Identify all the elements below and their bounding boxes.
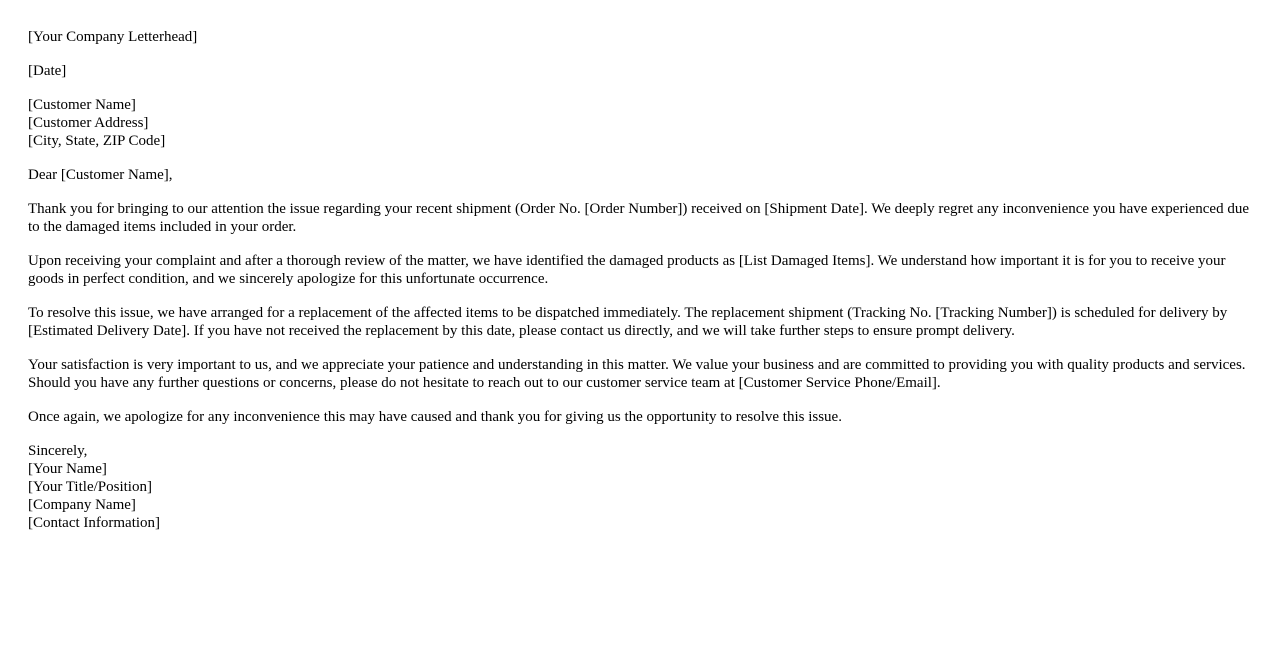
- letterhead: [28, 28, 1250, 46]
- body-paragraph-2: Upon receiving your complaint and after a thorough review of the matter, we have identified the damaged products as [List Damaged Items]. We understand how important it is for you to receive your goods in perfect condition, and we sincerely apologize for this unfortunate occurrence.: [28, 253, 1226, 287]
- salutation-text: Dear [Customer Name],: [28, 167, 173, 183]
- body-paragraph-5: Once again, we apologize for any inconvenience this may have caused and thank you for giving us the opportunity to resolve this issue.: [28, 409, 842, 425]
- letter-document: [28, 28, 1250, 548]
- sender-name: [Your Name]: [28, 461, 107, 477]
- letter-date: [28, 62, 1250, 80]
- date-text: [Date]: [28, 63, 67, 79]
- body-paragraph-4: Your satisfaction is very important to us, and we appreciate your patience and understanding in this matter. We value your business and are committed to providing you with quality products and services. Should you have any further questions or concerns, please do not hesitate to reach out to our customer service team at [Customer Service Phone/Email].: [28, 357, 1246, 391]
- body-paragraph-3: To resolve this issue, we have arranged for a replacement of the affected items to be dispatched immediately. The replacement shipment (Tracking No. [Tracking Number]) is scheduled for delivery by [Estimated Delivery Date]. If you have not received the replacement by this date, please contact us directly, and we will take further steps to ensure prompt delivery.: [28, 305, 1228, 339]
- sender-contact: [Contact Information]: [28, 515, 161, 531]
- recipient-city-state-zip: [City, State, ZIP Code]: [28, 133, 166, 149]
- sender-company: [Company Name]: [28, 497, 136, 513]
- recipient-name: [Customer Name]: [28, 97, 136, 113]
- recipient-address: [Customer Address]: [28, 115, 149, 131]
- signature-block: [28, 442, 1250, 532]
- letterhead-text: [Your Company Letterhead]: [28, 29, 198, 45]
- valediction: Sincerely,: [28, 443, 88, 459]
- recipient-address-block: [28, 96, 1250, 150]
- sender-title: [Your Title/Position]: [28, 479, 152, 495]
- salutation: [28, 166, 1250, 184]
- body-paragraph-1: Thank you for bringing to our attention the issue regarding your recent shipment (Order No. [Order Number]) received on [Shipment Date]. We deeply regret any inconvenience you have experienced due to the damaged items included in your order.: [28, 201, 1249, 235]
